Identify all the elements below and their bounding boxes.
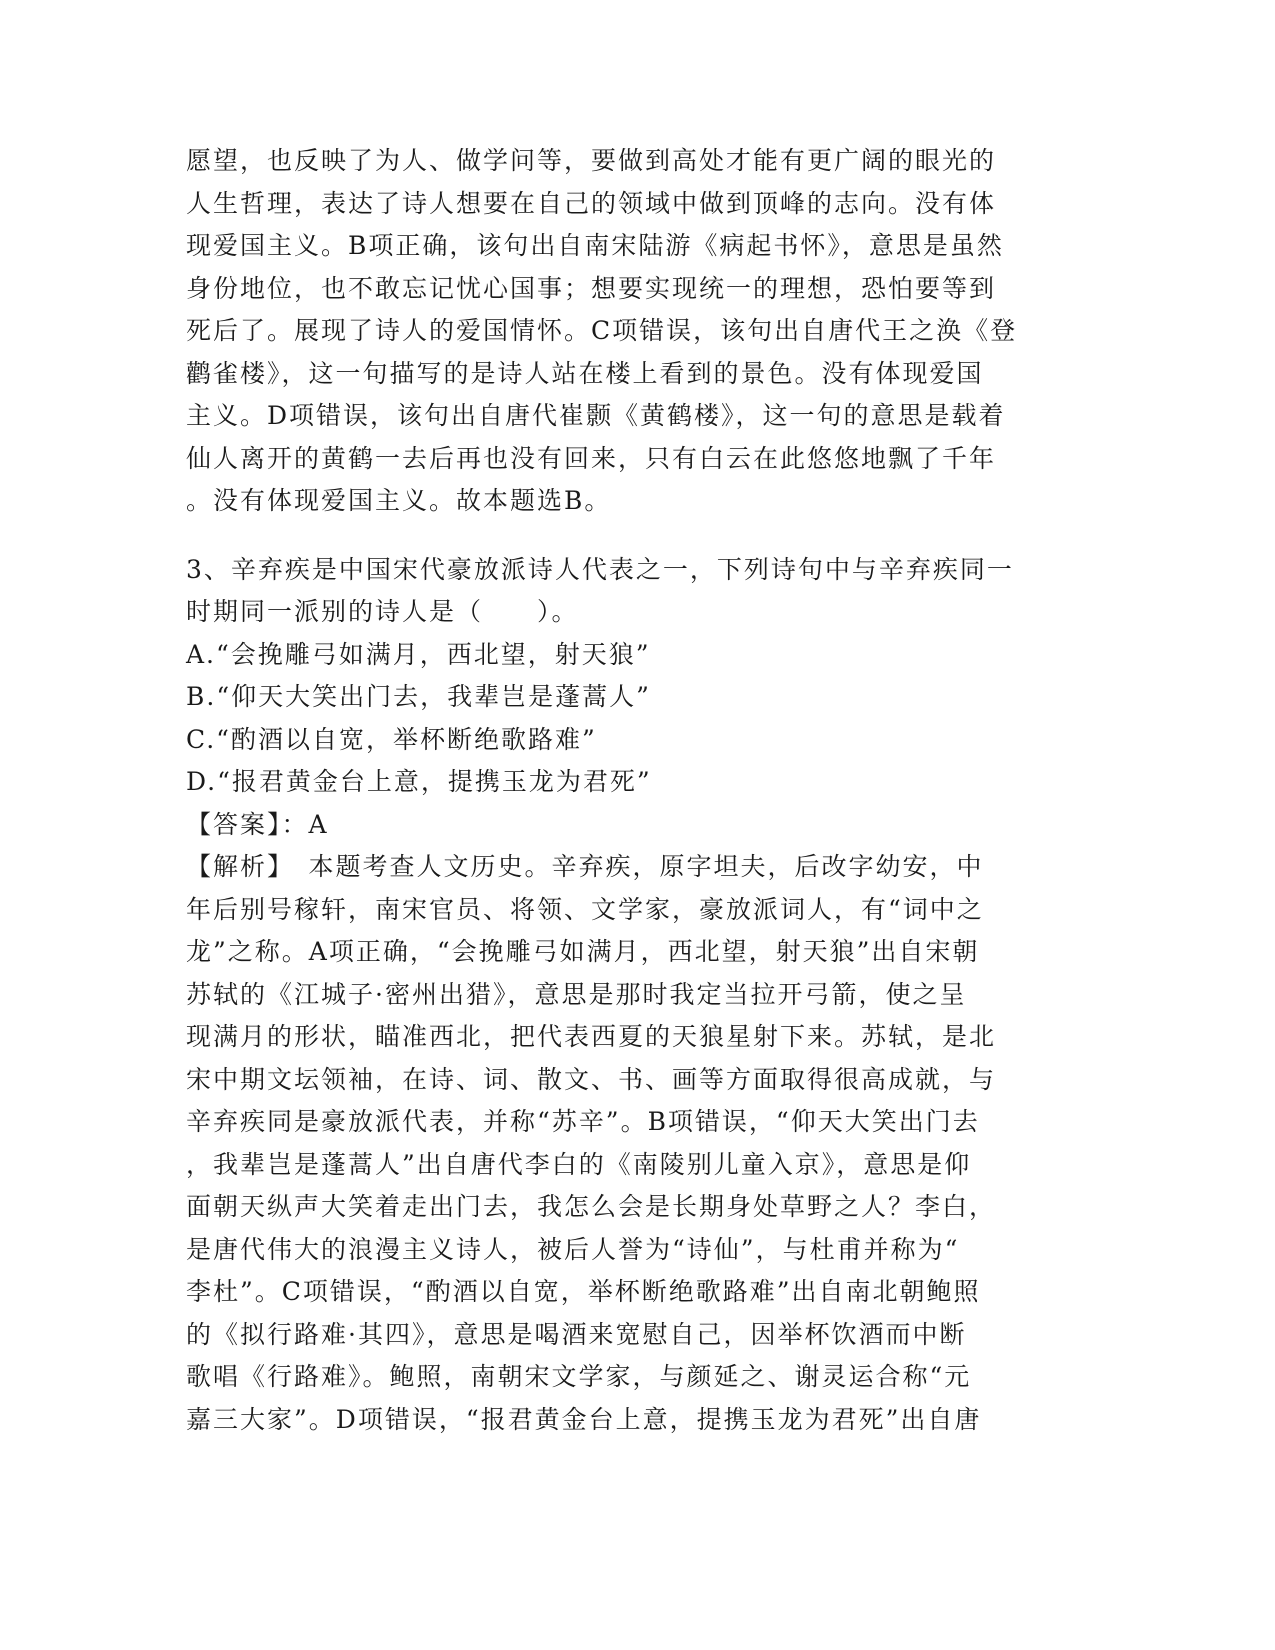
option-d: D.“报君黄金台上意，提携玉龙为君死” bbox=[186, 767, 652, 796]
text-line: 年后别号稼轩，南宋官员、将领、文学家，豪放派词人，有“词中之 bbox=[186, 894, 984, 924]
previous-explanation bbox=[186, 140, 1086, 523]
text-line: ，我辈岂是蓬蒿人”出自唐代李白的《南陵别儿童入京》，意思是仰 bbox=[186, 1149, 972, 1179]
option-c: C.“酌酒以自宽，举杯断绝歌路难” bbox=[186, 724, 597, 754]
text-line: 辛弃疾同是豪放派代表，并称“苏辛”。B项错误，“仰天大笑出门去 bbox=[186, 1107, 980, 1136]
text-line: 现满月的形状，瞄准西北，把代表西夏的天狼星射下来。苏轼，是北 bbox=[186, 1022, 997, 1051]
text-line: 嘉三大家”。D项错误，“报君黄金台上意，提携玉龙为君死”出自唐 bbox=[186, 1404, 982, 1434]
text-line: 是唐代伟大的浪漫主义诗人，被后人誉为“诗仙”，与杜甫并称为“ bbox=[186, 1234, 960, 1264]
text-line: 仙人离开的黄鹤一去后再也没有回来，只有白云在此悠悠地飘了千年 bbox=[186, 443, 997, 473]
text-line: 的《拟行路难·其四》，意思是喝酒来宽慰自己，因举杯饮酒而中断 bbox=[186, 1319, 967, 1349]
text-line: 死后了。展现了诗人的爱国情怀。C项错误，该句出自唐代王之涣《登 bbox=[186, 316, 1018, 345]
text-line: 宋中期文坛领袖，在诗、词、散文、书、画等方面取得很高成就，与 bbox=[186, 1064, 997, 1094]
answer-line: 【答案】：A bbox=[186, 809, 329, 839]
text-line: 现爱国主义。B项正确，该句出自南宋陆游《病起书怀》，意思是虽然 bbox=[186, 231, 1004, 260]
document-body bbox=[186, 140, 1086, 1441]
text-line: 。没有体现爱国主义。故本题选B。 bbox=[186, 486, 612, 515]
text-line: 苏轼的《江城子·密州出猎》，意思是那时我定当拉开弓箭，使之呈 bbox=[186, 979, 967, 1009]
section-gap bbox=[186, 523, 1086, 549]
option-b: B.“仰天大笑出门去，我辈岂是蓬蒿人” bbox=[186, 682, 651, 711]
explanation bbox=[186, 846, 1086, 1441]
question-3 bbox=[186, 549, 1086, 1442]
text-line: 龙”之称。A项正确，“会挽雕弓如满月，西北望，射天狼”出自宋朝 bbox=[186, 937, 980, 966]
text-line: 李杜”。C项错误，“酌酒以自宽，举杯断绝歌路难”出自南北朝鲍照 bbox=[186, 1277, 981, 1306]
text-line: 鹳雀楼》，这一句描写的是诗人站在楼上看到的景色。没有体现爱国 bbox=[186, 358, 984, 388]
text-line: 面朝天纵声大笑着走出门去，我怎么会是长期身处草野之人？李白， bbox=[186, 1192, 997, 1221]
text-line: 【解析】 本题考查人文历史。辛弃疾，原字坦夫，后改字幼安，中 bbox=[186, 852, 984, 881]
question-stem-line: 时期同一派别的诗人是（ ）。 bbox=[186, 597, 579, 626]
option-a: A.“会挽雕弓如满月，西北望，射天狼” bbox=[186, 639, 651, 669]
text-line: 主义。D项错误，该句出自唐代崔颢《黄鹤楼》，这一句的意思是载着 bbox=[186, 401, 1006, 430]
question-stem-line: 3、辛弃疾是中国宋代豪放派诗人代表之一，下列诗句中与辛弃疾同一 bbox=[186, 554, 1014, 584]
text-line: 身份地位，也不敢忘记忧心国事；想要实现统一的理想，恐怕要等到 bbox=[186, 273, 997, 303]
text-line: 愿望，也反映了为人、做学问等，要做到高处才能有更广阔的眼光的 bbox=[186, 146, 997, 175]
text-line: 人生哲理，表达了诗人想要在自己的领域中做到顶峰的志向。没有体 bbox=[186, 188, 997, 218]
text-line: 歌唱《行路难》。鲍照，南朝宋文学家，与颜延之、谢灵运合称“元 bbox=[186, 1362, 972, 1391]
